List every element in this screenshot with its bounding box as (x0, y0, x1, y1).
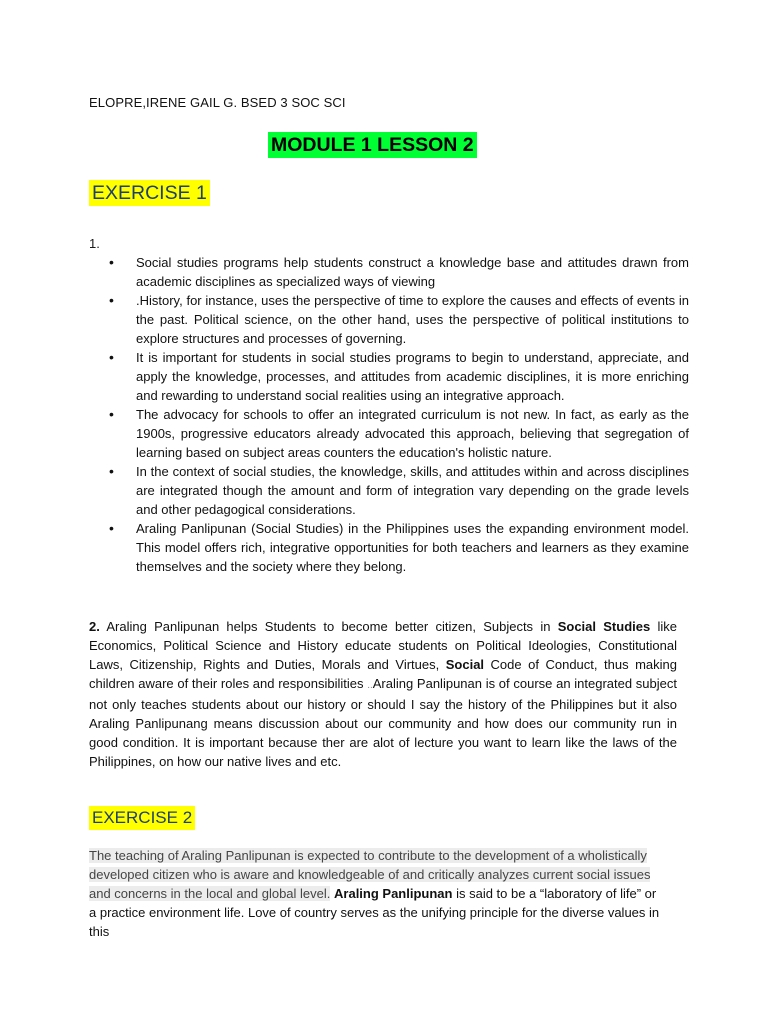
item-2-text-d: Araling Panlipunan is of course an integrated subject not only teaches students about our history or should I say the history of the Philippines but it also Araling Panlipunang means discussion about our community and how does our community run in good condition. It is important because ther are alot of lecture you want to learn like the laws of the Philippines, on how our native lives and etc. (89, 676, 677, 769)
exercise-1-bullet-list (109, 253, 689, 576)
item-2-number: 2. (89, 619, 100, 634)
exercise-2-paragraph (89, 846, 663, 941)
student-name-line: ELOPRE,IRENE GAIL G. BSED 3 SOC SCI (89, 95, 346, 110)
bullet-item: • In the context of social studies, the knowledge, skills, and attitudes within and across disciplines are integrated though the amount and form of integration vary depending on the grade levels and other pedagogical considerations. (109, 462, 689, 519)
bullet-item: • It is important for students in social studies programs to begin to understand, appreciate, and apply the knowledge, processes, and attitudes from academic disciplines, it is more enriching and rewarding to understand social realities using an integrative approach. (109, 348, 689, 405)
bullet-item: • .History, for instance, uses the perspective of time to explore the causes and effects of events in the past. Political science, on the other hand, uses the perspective of political institutions to explore structures and processes of governing. (109, 291, 689, 348)
bullet-item: • Araling Panlipunan (Social Studies) in the Philippines uses the expanding environment model. This model offers rich, integrative opportunities for both teachers and learners as they examine themselves and the society where they belong. (109, 519, 689, 576)
bullet-item: • Social studies programs help students construct a knowledge base and attitudes drawn from academic disciplines as specialized ways of viewing (109, 253, 689, 291)
exercise-1-title: EXERCISE 1 (89, 180, 210, 206)
item-2-text-c: Code of Conduct, thus making children aware of their roles and responsibilities (89, 657, 677, 691)
exercise-2-title: EXERCISE 2 (89, 806, 195, 830)
exercise-2-highlighted-text: The teaching of Araling Panlipunan is expected to contribute to the development of a wholistically developed citizen who is aware and knowledgeable of and critically analyzes current social issues and concerns in the local and global level. (89, 848, 651, 901)
bullet-item: • The advocacy for schools to offer an integrated curriculum is not new. In fact, as early as the 1900s, progressive educators already advocated this approach, believing that segregation of learning based on subject areas counters the education's holistic nature. (109, 405, 689, 462)
item-1-number: 1. (89, 236, 100, 251)
item-2-paragraph (89, 617, 677, 771)
exercise-2-bold-text: Araling Panlipunan (334, 886, 453, 901)
item-2-bold-b: Social (445, 657, 485, 672)
item-2-dots: .. (367, 680, 373, 691)
exercise-2-text: is said to be a “laboratory of life” or a practice environment life. Love of country serves as the unifying principle for the diverse values in this (89, 886, 660, 939)
item-2-text-a: Araling Panlipunan helps Students to become better citizen, Subjects in (99, 619, 558, 634)
item-2-bold-a: Social Studies (557, 619, 651, 634)
item-2-text-b: like Economics, Political Science and History educate students on Political Ideologies, Constitutional Laws, Citizenship, Rights and Duties, Morals and Virtues, (89, 619, 677, 672)
module-title: MODULE 1 LESSON 2 (268, 132, 477, 158)
